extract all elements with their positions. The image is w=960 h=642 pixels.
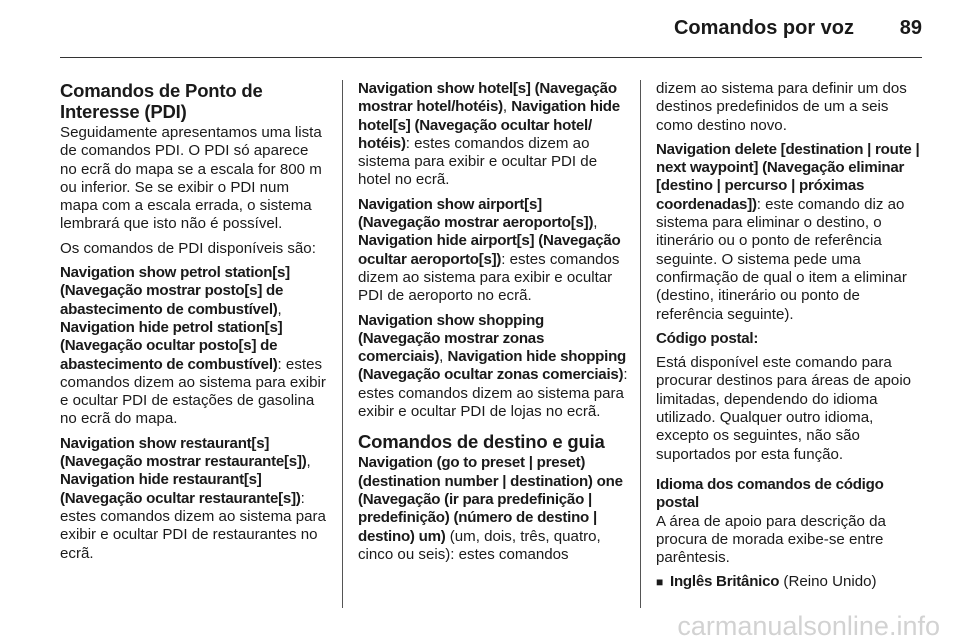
airport-description: : estes comandos dizem ao sistema para exibir e ocultar PDI de aeroporto no ecrã. [358, 250, 620, 305]
postal-language-paragraph: A área de apoio para descrição da procura de morada exibe-se entre parêntesis. [656, 512, 886, 567]
preset-command: Navigation (go to preset | preset) (destination number | destination) one (Navegação (ir para predefinição | predefinição) (número de destino | destino) um) [358, 454, 623, 545]
hotel-command-paragraph: Navigation show hotel[s] (Navegação mostrar hotel/hotéis), Navigation hide hotel[s] (Navegação ocultar hotel/ hotéis): estes comandos dizem ao sistema para exibir e ocultar PDI de hotel no ecrã. [358, 80, 620, 189]
page-number: 89 [899, 17, 922, 39]
petrol-hide-command: Navigation hide petrol station[s] (Navegação ocultar posto[s] de abastecimento de combustível) [60, 318, 283, 373]
section-heading-poi: Comandos de Ponto de Interesse (PDI) [60, 80, 263, 122]
shopping-show-command: Navigation show shopping (Navegação mostrar zonas comerciais) [358, 311, 545, 366]
delete-command: Navigation delete [destination | route | next waypoint] (Navegação eliminar [destino | percurso | próximas coordenadas]) [656, 140, 920, 213]
column-3 [656, 80, 924, 592]
restaurant-command-paragraph: Navigation show restaurant[s] (Navegação mostrar restaurante[s]), Navigation hide restaurant[s] (Navegação ocultar restaurante[s]): estes comandos dizem ao sistema para exibir e ocultar PDI de restaurantes no ecrã. [60, 434, 326, 562]
language-region: (Reino Unido) [779, 573, 877, 591]
restaurant-show-command: Navigation show restaurant[s] (Navegação mostrar restaurante[s]) [60, 434, 307, 471]
preset-description-continued: dizem ao sistema para definir um dos destinos predefinidos de um a seis como destino novo. [656, 80, 907, 134]
preset-command-paragraph [358, 454, 628, 564]
petrol-description: : estes comandos dizem ao sistema para exibir e ocultar PDI de estações de gasolina no ecrã do mapa. [60, 355, 326, 428]
postal-code-paragraph: Está disponível este comando para procurar destinos para áreas de apoio limitadas, dependendo do idioma utilizado. Qualquer outro idioma, excepto os seguintes, não são suportados por esta função. [656, 354, 912, 463]
poi-intro-paragraph: Seguidamente apresentamos uma lista de comandos PDI. O PDI só aparece no ecrã do mapa se a escala for 800 m ou inferior. Se se exibir o PDI num mapa com a escala errada, o sistema lembrará que isto não é possível. [60, 124, 322, 233]
delete-command-paragraph [656, 141, 924, 324]
square-bullet-icon: ■ [656, 575, 664, 590]
hotel-show-command: Navigation show hotel[s] (Navegação mostrar hotel/hotéis) [358, 80, 617, 116]
poi-available-paragraph: Os comandos de PDI disponíveis são: [60, 239, 316, 257]
restaurant-hide-command: Navigation hide restaurant[s] (Navegação ocultar restaurante[s]) [60, 471, 301, 507]
petrol-command-paragraph: Navigation show petrol station[s] (Navegação mostrar posto[s] de abastecimento de combustível), Navigation hide petrol station[s] (Navegação ocultar posto[s] de abastecimento de combustível): estes comandos dizem ao sistema para exibir e ocultar PDI de estações de gasolina no ecrã do mapa. [60, 264, 326, 428]
column-1 [60, 80, 328, 569]
language-name: Inglês Britânico [670, 573, 780, 591]
shopping-command-paragraph: Navigation show shopping (Navegação mostrar zonas comerciais), Navigation hide shopping (Navegação ocultar zonas comerciais): estes comandos dizem ao sistema para exibir e ocultar PDI de lojas no ecrã. [358, 311, 628, 421]
airport-hide-command: Navigation hide airport[s] (Navegação ocultar aeroporto[s]) [358, 232, 621, 268]
column-divider-1 [342, 80, 343, 608]
hotel-description: : estes comandos dizem ao sistema para exibir e ocultar PDI de hotel no ecrã. [358, 134, 598, 189]
restaurant-description: : estes comandos dizem ao sistema para exibir e ocultar PDI de restaurantes no ecrã. [60, 489, 326, 562]
petrol-show-command: Navigation show petrol station[s] (Navegação mostrar posto[s] de abastecimento de combustível) [60, 264, 290, 318]
column-divider-2 [640, 80, 641, 608]
hotel-hide-command: Navigation hide hotel[s] (Navegação ocultar hotel/ hotéis) [358, 98, 620, 152]
site-watermark: carmanualsonline.info [677, 611, 940, 641]
shopping-hide-command: Navigation hide shopping (Navegação ocultar zonas comerciais) [358, 348, 627, 384]
postal-language-heading: Idioma dos comandos de código postal [656, 475, 884, 512]
postal-code-label: Código postal: [656, 329, 759, 347]
section-heading-destination: Comandos de destino e guia [358, 431, 605, 453]
airport-show-command: Navigation show airport[s] (Navegação mostrar aeroporto[s]) [358, 195, 594, 232]
shopping-description: : estes comandos dizem ao sistema para exibir e ocultar PDI de lojas no ecrã. [358, 366, 628, 421]
delete-description: : este comando diz ao sistema para eliminar o destino, o itinerário ou o ponto de referência seguinte. O sistema pede uma confirmação de qual o item a eliminar (destino, itinerário ou ponto de referência seguinte). [656, 195, 907, 323]
page-header-title: Comandos por voz [673, 17, 854, 39]
airport-command-paragraph: Navigation show airport[s] (Navegação mostrar aeroporto[s]), Navigation hide airport[s] (Navegação ocultar aeroporto[s]): estes comandos dizem ao sistema para exibir e ocultar PDI de aeroporto no ecrã. [358, 195, 621, 305]
column-2 [358, 80, 628, 570]
preset-description: (um, dois, três, quatro, cinco ou seis): estes comandos [358, 527, 601, 563]
header-divider [60, 57, 922, 58]
language-list-item [656, 573, 924, 591]
